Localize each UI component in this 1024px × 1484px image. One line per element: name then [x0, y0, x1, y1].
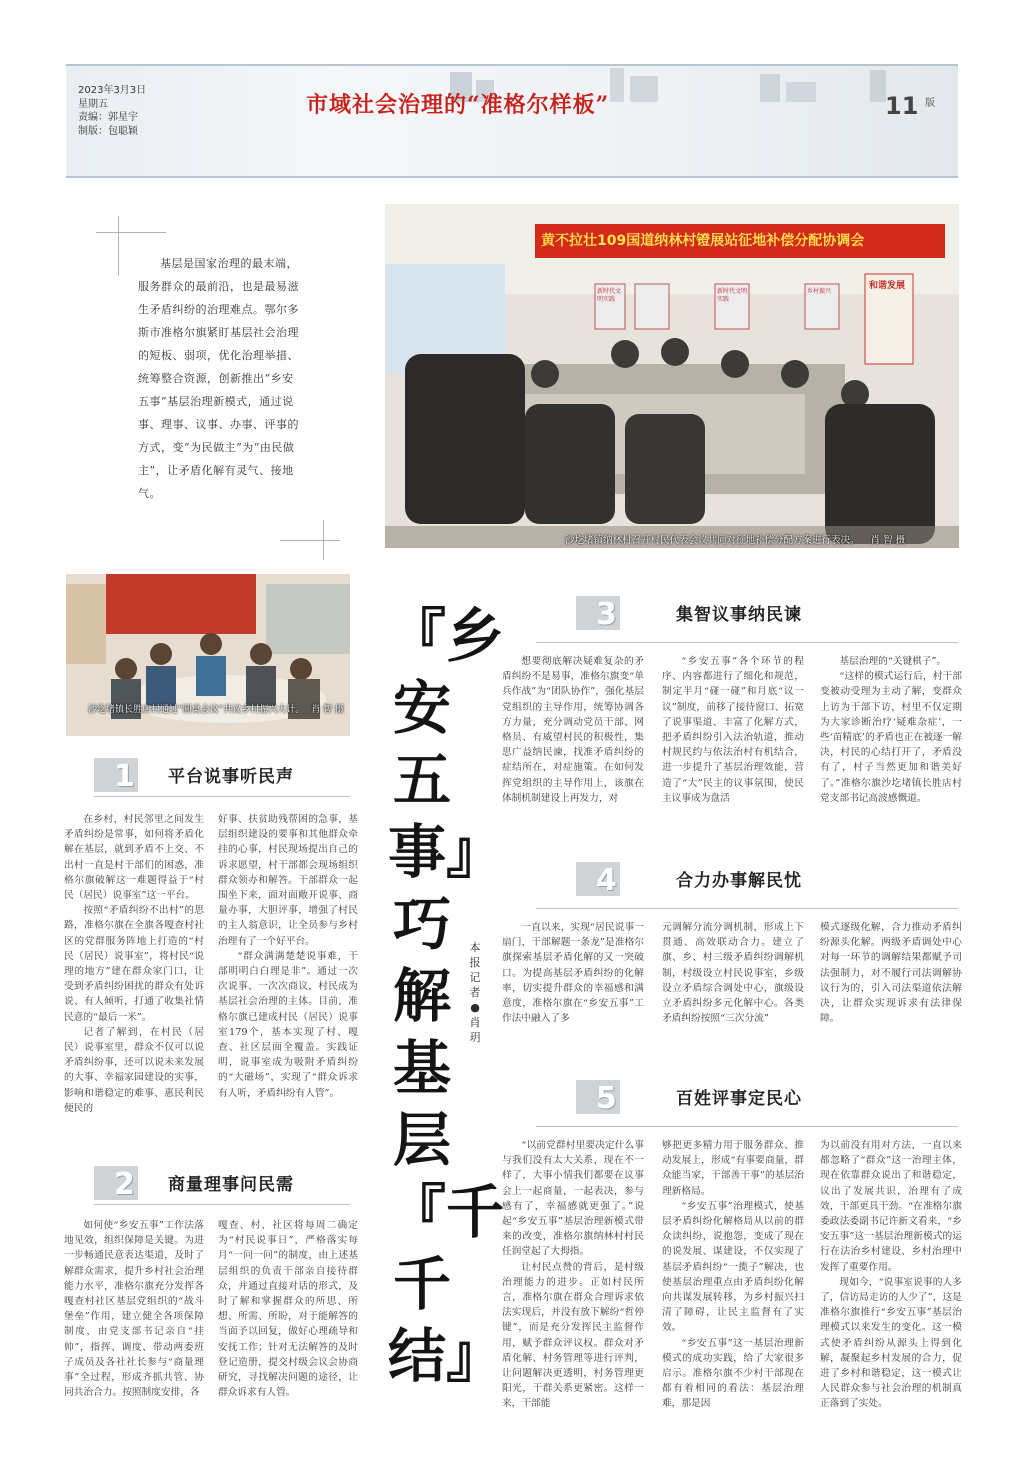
paragraph: 按照“矛盾纠纷不出村”的思路，准格尔旗在全旗各嘎查村社区的党群服务阵地上打造的“村民（居民）说事室”，将村民“说理的地方”建在群众家门口，让受到矛盾纠纷困扰的群众有处诉说、有人倾听，打通了收集社情民意的“最后一米”。 — [64, 905, 204, 1023]
article-headline: 『乡安五事』巧解基层『千千结』 — [388, 602, 505, 1390]
editor-credit: 责编：郭星宇 — [78, 112, 138, 123]
section-title: 商量理事问民需 — [168, 1175, 294, 1195]
meeting-room-illustration — [385, 204, 959, 548]
skyline-block — [760, 74, 780, 102]
reporter-byline: 本报记者●肖玥 — [469, 941, 481, 1044]
paragraph: 为以前没有用对方法，一直以来都忽略了“群众”这一治理主体，现在依靠群众说出了和谐稳定，议出了发展共识，治理有了成效，干部更具干劲。“在准格尔旗委政法委副书记许新文看来，“乡安五事”这一基层治理新模式的运行在法治乡村建设、乡村治理中发挥了重要作用。 — [820, 1140, 962, 1273]
section-2-col-2 — [218, 1218, 358, 1433]
paragraph: 好事、扶贫助残帮困的急事，基层组织建设的要事和其他群众牵挂的心事，村民现场提出自己的诉求愿望，村干部都会现场组织群众领办和解答。干部群众一起围坐下来，面对面敞开说事、商量办事，大胆评事，增强了村民的主人翁意识，让全员参与乡村治理有了一个好平台。 — [218, 814, 358, 947]
section-number: 2 — [114, 1167, 135, 1202]
section-rule — [536, 908, 958, 909]
skyline-block — [786, 82, 816, 102]
skyline-block — [870, 70, 886, 102]
section-4-header — [576, 862, 958, 902]
section-4-col-3 — [820, 920, 962, 1062]
section-number: 4 — [596, 863, 617, 898]
paragraph: 模式逐级化解，合力推动矛盾纠纷源头化解。两级矛盾调处中心对每一环节的调解结果都赋予司法强制力，对不履行司法调解协议行为的，引入司法渠道依法解决，让群众实现诉求有法律保障。 — [820, 922, 962, 1025]
lead-frame-line — [280, 540, 340, 541]
paragraph: 现如今，“说事室说事的人多了，信访局走访的人少了”，这是准格尔旗推行“乡安五事”基层治理模式以来发生的变化。这一模式使矛盾纠纷从源头上得到化解，凝聚起乡村发展的合力，促进了乡村和谐稳定，这一模式让人民群众参与社会治理的机制真正落到了实处。 — [820, 1276, 962, 1410]
paragraph: 基层治理的“关键棋子”。 — [839, 656, 947, 667]
section-5-col-2 — [662, 1138, 804, 1438]
small-photo-caption — [88, 704, 344, 716]
page-number: 11 — [885, 92, 919, 120]
board-text: 新时代文明实践 — [597, 288, 622, 303]
section-1-header — [94, 758, 350, 798]
paragraph: 在乡村，村民邻里之间发生矛盾纠纷是常事，如何将矛盾化解在基层，就到矛盾不上交、不出村一直是村干部们的困惑，准格尔旗破解这一难题得益于“村民（居民）说事室”这一平台。 — [64, 814, 204, 902]
paragraph: 一直以来，实现“居民说事一扇门，干部解题一条龙”是准格尔旗探索基层矛盾化解的又一突破口。为提高基层矛盾纠纷的化解率，切实提升群众的幸福感和满意度，准格尔旗在“乡安五事”工作法中融入了多 — [502, 922, 644, 1025]
skyline-block — [630, 76, 658, 102]
paragraph: “乡安五事”治理模式，使基层矛盾纠纷化解格局从以前的群众读纠纷，说抱怨，变成了现在的说发展、谋建设，不仅实现了基层矛盾纠纷“一揽子”解决，也使基层治理重点由矛盾纠纷化解向共谋发展转移，为乡村振兴扫清了障碍，让民主监督有了实效。 — [662, 1200, 804, 1334]
section-number: 5 — [596, 1081, 617, 1116]
small-photo-caption-text: 沙圪堵镇长胜店村通过“圆桌会议”共议乡村振兴大计。 — [88, 705, 305, 715]
section-title: 平台说事听民声 — [168, 767, 294, 787]
section-number: 1 — [114, 759, 135, 794]
paragraph: 记者了解到，在村民（居民）说事室里，群众不仅可以说矛盾纠纷事，还可以说未来发展的大事、幸福家园建设的实事，影响和谐稳定的难事、惠民利民便民的 — [64, 1026, 204, 1114]
section-2-col-1 — [64, 1218, 204, 1433]
lead-paragraph: 基层是国家治理的最末端，服务群众的最前沿，也是最易滋生矛盾纠纷的治理难点。鄂尔多斯市准格尔旗紧盯基层社会治理的短板、弱项，优化治理举措、统筹整合资源，创新推出“乡安五事”基层治理新模式，通过说事、理事、议事、办事、评事的方式，变“为民做主”为“由民做主”，让矛盾化解有灵气、接地气。 — [138, 257, 299, 500]
issue-date: 2023年3月3日 — [78, 85, 147, 96]
paragraph: “以前党群村里要决定什么事与我们没有太大关系，现在不一样了，大事小情我们都要在议事会上一起商量，一起表决，参与感有了，幸福感就更强了。”说起“乡安五事”基层治理新模式带来的改变，准格尔旗纳林村村民任润堂起了大拇指。 — [502, 1140, 644, 1258]
paragraph: “乡安五事”各个环节的程序、内容都进行了细化和规范，制定半月“碰一碰”和月底“议一议”制度，前移了接待窗口、拓宽了说事渠道、丰富了化解方式，把矛盾纠纷引入法治轨道，推动村规民约与依法治村有机结合，进一步提升了基层治理效能，营造了“大”民主的议事氛围，使民主议事成为盘活 — [662, 656, 804, 804]
board-text: 和谐发展 — [869, 281, 906, 291]
paragraph: 想要彻底解决疑难复杂的矛盾纠纷不是易事，准格尔旗变“单兵作战”为“团队协作”，强化基层党组织的主导作用，统筹协调各方力量，充分调动党员干部、网格员、有威望村民的积极性，集思广益纳民谏，找准矛盾纠纷的症结所在，对症施策。在如何发挥党组织的主导作用上，该旗在体制机制建设上再发力，对 — [502, 656, 644, 804]
paragraph: 够把更多精力用于服务群众、推动发展上，形成“有事要商量，群众能当家，干部善干事”的基层治理新格局。 — [662, 1140, 804, 1197]
board-text: 新时代文明实践 — [717, 288, 748, 303]
paragraph: 元调解分流分调机制，形成上下贯通、高效联动合力。建立了旗、乡、村三级矛盾纠纷调解机制，村级设立村民说事室，乡级设立矛盾综合调处中心，旗级设立矛盾纠纷多元化解中心。各类矛盾纠纷按照“三次分流” — [662, 922, 804, 1025]
section-3-col-1 — [502, 654, 644, 850]
board-text: 乡村振兴 — [807, 288, 832, 295]
paragraph: “群众满满楚楚说事难，干部明明白白理是非”。通过一次次说事、一次次商议，村民成为基层社会治理的主体。目前，准格尔旗已建成村民（居民）说事室179个，基本实现了村、嘎查、社区层面全覆盖。实践证明，说事室成为吸附矛盾纠纷的“大磁场”，实现了“群众诉求有人听，矛盾纠纷有人管”。 — [218, 950, 358, 1099]
page-title: 市域社会治理的“准格尔样板” — [306, 92, 610, 118]
paragraph: “乡安五事”这一基层治理新模式的成功实践，给了大家很多启示。准格尔旗不少村干部现在都有着相同的看法：基层治理难，那是因 — [662, 1337, 804, 1410]
section-3-col-3 — [820, 654, 962, 850]
lead-frame-line — [118, 216, 119, 276]
section-title: 合力办事解民忧 — [676, 871, 802, 891]
skyline-block — [610, 68, 624, 102]
main-photo-credit: 肖 智 摄 — [870, 535, 906, 546]
section-4-col-1 — [502, 920, 644, 1062]
paragraph: 嘎查、村、社区将每周二确定为“村民说事日”，严格落实每月“一问一问”的制度，由上述基层组织的负责干部亲自接待群众，并通过直接对话的形式，及时了解和掌握群众的所思、所想、所需、所盼，对于能解答的当面予以回复，做好心理疏导和安抚工作；针对无法解答的及时登记造册，提交村级会议会协商研究，寻找解决问题的途径，让群众诉求有人管。 — [218, 1220, 358, 1399]
section-title: 集智议事纳民谏 — [676, 605, 802, 625]
paragraph: 让村民点赞的背后，是村级治理能力的进步。正如村民所言，准格尔旗在群众合理诉求依法实现后，并没有放下解纷“哲停键”，而是充分发挥民主监督作用，赋予群众评议权。群众对矛盾化解、村务管理等进行评判，让问题解决更透明，村务管理更阳光，干群关系更紧密。这样一来，干部能 — [502, 1261, 644, 1410]
page-number-label: 版 — [925, 98, 935, 109]
section-rule — [536, 1126, 958, 1127]
layout-credit: 制版：包聪颖 — [78, 125, 138, 137]
section-5-col-1 — [502, 1138, 644, 1438]
section-1-col-1 — [64, 812, 204, 1152]
masthead-meta — [78, 84, 146, 138]
paragraph: 如何使“乡安五事”工作法落地见效，组织保障是关键。为进一步畅通民意表达渠道，及时了解群众需求，提升乡村社会治理能力水平，准格尔旗充分发挥各嘎查村社区基层党组织的“战斗堡垒”作用，建立健全各项保障制度，由党支部书记亲自“挂帅”，指挥、调度、带动两委班子成员及各社社长参与“商量理事”全过程，形成齐抓共管、协同共治合力。按照制度安排，各 — [64, 1220, 204, 1399]
main-photo-caption-text: 沙圪堵镇纳林村召开村民代表会议共同对征地补偿分配方案进行表决。 — [565, 535, 860, 546]
section-3-header — [576, 596, 958, 636]
lead-frame-line — [96, 232, 166, 233]
small-photo-credit: 肖 智 摄 — [311, 705, 344, 715]
main-photo-caption — [565, 532, 905, 546]
section-4-col-2 — [662, 920, 804, 1062]
section-2-header — [94, 1166, 350, 1206]
main-photo — [385, 204, 959, 548]
issue-weekday: 星期五 — [78, 98, 108, 110]
section-rule — [536, 642, 958, 643]
section-5-col-3 — [820, 1138, 962, 1438]
main-photo-banner: 黄不拉壮109国道纳林村镫展站征地补偿分配协调会 — [541, 233, 865, 249]
section-5-header — [576, 1080, 958, 1120]
section-3-col-2 — [662, 654, 804, 850]
section-rule — [94, 1204, 350, 1205]
section-rule — [94, 796, 350, 797]
section-title: 百姓评事定民心 — [676, 1089, 802, 1109]
small-photo — [66, 574, 350, 736]
paragraph: “这样的模式运行后，村干部变被动受理为主动了解，变群众上访为干部下访，村里不仅定期为大家诊断治疗‘疑难杂症’，一些‘苗精底’的矛盾也正在被逐一解决，村民的心结打开了，矛盾没有了，村子当然更加和谐美好了。”准格尔旗沙圪堵镇长胜店村党支部书记高波感慨道。 — [820, 671, 962, 804]
section-1-col-2 — [218, 812, 358, 1152]
section-number: 3 — [596, 597, 617, 632]
